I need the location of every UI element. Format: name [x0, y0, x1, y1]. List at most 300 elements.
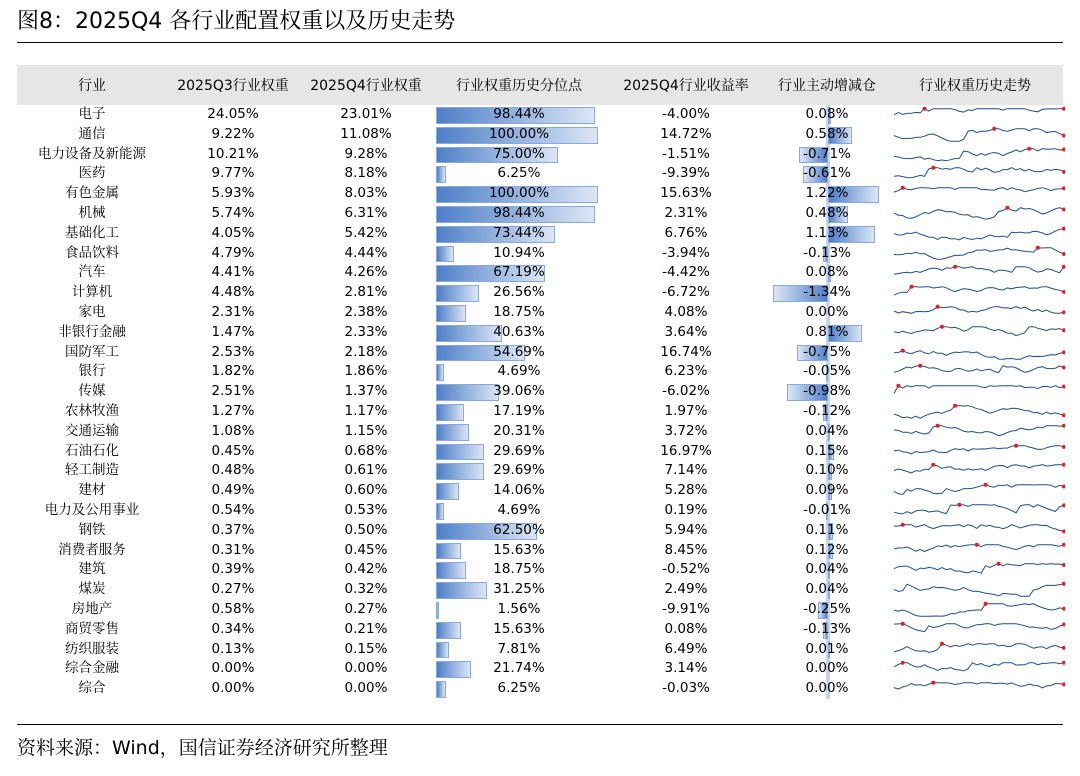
- sparkline-marker: [1062, 423, 1065, 427]
- table-row: [17, 600, 1063, 620]
- industry-name: 医药: [78, 165, 106, 182]
- active-change-value: -0.01%: [803, 501, 851, 518]
- sparkline-marker: [1062, 350, 1065, 354]
- sparkline-line: [894, 326, 1064, 335]
- sparkline: [893, 423, 1065, 441]
- sparkline-marker: [896, 384, 900, 388]
- q4-return: 2.31%: [664, 204, 708, 221]
- sparkline-marker: [1062, 133, 1065, 137]
- history-trend-cell: [887, 481, 1063, 501]
- sparkline: [893, 462, 1065, 480]
- active-change-value: -1.34%: [803, 284, 851, 301]
- q3-weight: 0.39%: [211, 561, 255, 578]
- q4-weight: 0.53%: [344, 501, 388, 518]
- active-change-cell: [767, 422, 887, 442]
- industry-name: 煤炭: [78, 581, 106, 598]
- active-change-value: 0.15%: [805, 442, 849, 459]
- q4-return: -6.72%: [662, 284, 710, 301]
- q4-return: 0.19%: [664, 501, 708, 518]
- q4-weight: 0.45%: [344, 541, 388, 558]
- q3-weight: 4.79%: [211, 244, 255, 261]
- active-change-value: 1.13%: [805, 224, 849, 241]
- q3-weight: 2.31%: [211, 303, 255, 320]
- q3-weight: 0.54%: [211, 501, 255, 518]
- sparkline-marker: [936, 423, 940, 427]
- q3-weight: 5.74%: [211, 204, 255, 221]
- active-change-value: 0.00%: [805, 303, 849, 320]
- active-change-cell: [767, 244, 887, 264]
- sparkline-line: [894, 485, 1064, 495]
- percentile-bar: [436, 562, 466, 579]
- industry-name: 食品饮料: [65, 244, 119, 261]
- table-row: [17, 640, 1063, 660]
- sparkline-marker: [1062, 563, 1065, 567]
- active-change-cell: [767, 442, 887, 462]
- sparkline-line: [894, 148, 1064, 160]
- percentile-value: 39.06%: [493, 383, 545, 400]
- percentile-cell: [433, 481, 605, 501]
- sparkline-marker: [923, 107, 927, 111]
- industry-name: 电力设备及新能源: [38, 145, 146, 162]
- q3-weight: 1.47%: [211, 323, 255, 340]
- active-change-cell: [767, 501, 887, 521]
- sparkline-marker: [984, 483, 988, 487]
- percentile-bar: [436, 681, 446, 698]
- percentile-cell: [433, 184, 605, 204]
- history-trend-cell: [887, 659, 1063, 679]
- percentile-bar: [436, 503, 444, 520]
- q3-weight: 0.27%: [211, 581, 255, 598]
- percentile-cell: [433, 422, 605, 442]
- q4-return: -9.39%: [662, 165, 710, 182]
- sparkline-marker: [1062, 385, 1065, 389]
- q4-return: -3.94%: [662, 244, 710, 261]
- history-trend-cell: [887, 164, 1063, 184]
- sparkline-marker: [1027, 146, 1031, 150]
- industry-name: 建材: [78, 482, 106, 499]
- active-change-cell: [767, 303, 887, 323]
- history-trend-cell: [887, 541, 1063, 561]
- industry-name: 综合: [78, 680, 106, 697]
- sparkline-marker: [1005, 206, 1009, 210]
- percentile-bar: [436, 543, 461, 560]
- industry-name: 纺织服装: [65, 640, 119, 657]
- table-row: [17, 224, 1063, 244]
- history-trend-cell: [887, 105, 1063, 125]
- sparkline-marker: [1062, 252, 1065, 256]
- table-row: [17, 679, 1063, 699]
- q4-return: 0.08%: [664, 620, 708, 637]
- sparkline-marker: [953, 404, 957, 408]
- active-change-value: 0.08%: [805, 264, 849, 281]
- q4-return: 7.14%: [664, 462, 708, 479]
- sparkline-line: [894, 287, 1064, 295]
- sparkline-line: [894, 109, 1064, 115]
- percentile-value: 1.56%: [497, 600, 541, 617]
- table-row: [17, 659, 1063, 679]
- active-change-cell: [767, 105, 887, 125]
- q3-weight: 4.48%: [211, 284, 255, 301]
- q3-weight: 9.22%: [211, 125, 255, 142]
- table-row: [17, 105, 1063, 125]
- percentile-bar: [436, 661, 471, 678]
- percentile-bar: [436, 325, 502, 342]
- table-row: [17, 164, 1063, 184]
- header-q3-weight: 2025Q3行业权重: [177, 78, 289, 94]
- sparkline-marker: [1062, 582, 1065, 586]
- industry-name: 基础化工: [65, 224, 119, 241]
- percentile-value: 20.31%: [493, 422, 545, 439]
- percentile-value: 98.44%: [493, 204, 545, 221]
- source-note: 资料来源：Wind，国信证券经济研究所整理: [17, 737, 388, 759]
- active-change-value: 0.04%: [805, 581, 849, 598]
- industry-name: 轻工制造: [65, 462, 119, 479]
- active-change-value: 0.48%: [805, 204, 849, 221]
- active-change-value: 0.12%: [805, 541, 849, 558]
- sparkline: [893, 146, 1065, 164]
- sparkline: [893, 403, 1065, 421]
- history-trend-cell: [887, 521, 1063, 541]
- industry-name: 建筑: [78, 561, 106, 578]
- sparkline-marker: [1062, 485, 1065, 489]
- sparkline-line: [894, 584, 1064, 597]
- sparkline: [893, 443, 1065, 461]
- percentile-cell: [433, 580, 605, 600]
- percentile-cell: [433, 362, 605, 382]
- history-trend-cell: [887, 224, 1063, 244]
- percentile-cell: [433, 659, 605, 679]
- q4-return: 15.63%: [660, 185, 712, 202]
- sparkline-marker: [931, 681, 935, 685]
- active-change-cell: [767, 402, 887, 422]
- history-trend-cell: [887, 402, 1063, 422]
- sparkline-line: [894, 406, 1064, 419]
- q3-weight: 1.08%: [211, 422, 255, 439]
- industry-name: 交通运输: [65, 422, 119, 439]
- sparkline-marker: [918, 364, 922, 368]
- percentile-cell: [433, 620, 605, 640]
- active-change-value: 0.04%: [805, 561, 849, 578]
- history-trend-cell: [887, 640, 1063, 660]
- sparkline-marker: [1062, 682, 1065, 686]
- industry-name: 计算机: [71, 284, 113, 301]
- sparkline-line: [894, 564, 1064, 574]
- table-row: [17, 580, 1063, 600]
- percentile-bar: [436, 305, 466, 322]
- history-trend-cell: [887, 244, 1063, 264]
- sparkline-line: [894, 445, 1064, 453]
- sparkline: [893, 383, 1065, 401]
- active-change-cell: [767, 362, 887, 382]
- sparkline-line: [894, 604, 1064, 617]
- table-row: [17, 461, 1063, 481]
- percentile-value: 73.44%: [493, 224, 545, 241]
- active-change-value: -0.25%: [803, 600, 851, 617]
- percentile-cell: [433, 640, 605, 660]
- history-trend-cell: [887, 125, 1063, 145]
- header-return: 2025Q4行业收益率: [623, 78, 749, 94]
- percentile-bar: [436, 622, 461, 639]
- sparkline: [893, 542, 1065, 560]
- percentile-cell: [433, 224, 605, 244]
- industry-name: 综合金融: [65, 660, 119, 677]
- sparkline: [893, 641, 1065, 659]
- percentile-bar: [436, 642, 449, 659]
- table-row: [17, 382, 1063, 402]
- active-change-value: 0.81%: [805, 323, 849, 340]
- table-row: [17, 283, 1063, 303]
- q4-return: 6.49%: [664, 640, 708, 657]
- industry-name: 电力及公用事业: [44, 501, 140, 518]
- table-row: [17, 541, 1063, 561]
- q4-return: 2.49%: [664, 581, 708, 598]
- q3-weight: 0.31%: [211, 541, 255, 558]
- q3-weight: 9.77%: [211, 165, 255, 182]
- sparkline: [893, 284, 1065, 302]
- active-change-cell: [767, 600, 887, 620]
- sparkline-line: [894, 267, 1064, 275]
- sparkline-marker: [909, 285, 913, 289]
- sparkline-marker: [1062, 366, 1065, 370]
- percentile-value: 18.75%: [493, 303, 545, 320]
- percentile-value: 98.44%: [493, 106, 545, 122]
- percentile-value: 31.25%: [493, 581, 545, 598]
- q3-weight: 0.37%: [211, 521, 255, 538]
- q3-weight: 5.93%: [211, 185, 255, 202]
- active-change-value: 0.58%: [805, 125, 849, 142]
- q4-return: 6.23%: [664, 363, 708, 380]
- history-trend-cell: [887, 263, 1063, 283]
- industry-name: 房地产: [71, 600, 113, 617]
- active-change-cell: [767, 640, 887, 660]
- q4-return: 5.94%: [664, 521, 708, 538]
- industry-name: 消费者服务: [58, 541, 126, 558]
- history-trend-cell: [887, 501, 1063, 521]
- sparkline-line: [894, 188, 1064, 192]
- sparkline-marker: [1062, 661, 1065, 665]
- history-trend-cell: [887, 382, 1063, 402]
- sparkline-line: [894, 208, 1064, 219]
- sparkline: [893, 205, 1065, 223]
- sparkline-marker: [1062, 290, 1065, 294]
- percentile-value: 75.00%: [493, 145, 545, 162]
- industry-name: 非银行金融: [58, 323, 126, 340]
- percentile-cell: [433, 204, 605, 224]
- percentile-value: 18.75%: [493, 561, 545, 578]
- q4-return: -0.52%: [662, 561, 710, 578]
- sparkline-marker: [1014, 443, 1018, 447]
- percentile-value: 21.74%: [493, 660, 545, 677]
- table-row: [17, 323, 1063, 343]
- percentile-value: 29.69%: [493, 462, 545, 479]
- sparkline-marker: [1062, 186, 1065, 190]
- q3-weight: 2.51%: [211, 383, 255, 400]
- q4-weight: 0.68%: [344, 442, 388, 459]
- q4-weight: 5.42%: [344, 224, 388, 241]
- history-trend-cell: [887, 184, 1063, 204]
- percentile-cell: [433, 679, 605, 699]
- sparkline-marker: [1062, 207, 1065, 211]
- header-industry: 行业: [78, 78, 106, 94]
- sparkline-marker: [940, 641, 944, 645]
- q4-return: 5.28%: [664, 482, 708, 499]
- q4-return: -6.02%: [662, 383, 710, 400]
- percentile-cell: [433, 600, 605, 620]
- table-row: [17, 184, 1063, 204]
- percentile-value: 10.94%: [493, 244, 545, 261]
- q4-weight: 4.26%: [344, 264, 388, 281]
- sparkline-marker: [992, 126, 996, 130]
- q4-weight: 8.03%: [344, 185, 388, 202]
- active-change-cell: [767, 204, 887, 224]
- percentile-bar: [436, 364, 444, 381]
- percentile-value: 100.00%: [488, 125, 550, 142]
- percentile-bar: [436, 285, 479, 302]
- history-trend-cell: [887, 560, 1063, 580]
- history-trend-cell: [887, 461, 1063, 481]
- percentile-value: 100.00%: [488, 185, 550, 202]
- active-change-value: -0.61%: [803, 165, 851, 182]
- sparkline-marker: [1062, 107, 1065, 111]
- industry-name: 钢铁: [78, 521, 106, 538]
- q4-weight: 1.37%: [344, 383, 388, 400]
- table-row: [17, 521, 1063, 541]
- sparkline: [893, 304, 1065, 322]
- sparkline-marker: [1062, 607, 1065, 611]
- active-change-value: 0.00%: [805, 680, 849, 697]
- industry-name: 银行: [78, 363, 106, 380]
- percentile-value: 26.56%: [493, 284, 545, 301]
- q3-weight: 2.53%: [211, 343, 255, 360]
- table-body: [17, 105, 1063, 699]
- percentile-value: 15.63%: [493, 620, 545, 637]
- percentile-value: 40.63%: [493, 323, 545, 340]
- percentile-bar: [436, 404, 464, 421]
- q4-weight: 0.50%: [344, 521, 388, 538]
- sparkline-marker: [1062, 328, 1065, 332]
- percentile-bar: [436, 463, 484, 480]
- sparkline-line: [894, 623, 1064, 631]
- q4-return: 16.97%: [660, 442, 712, 459]
- percentile-cell: [433, 145, 605, 165]
- sparkline-marker: [957, 503, 961, 507]
- sparkline-marker: [1062, 147, 1065, 151]
- q3-weight: 0.13%: [211, 640, 255, 657]
- q4-weight: 0.61%: [344, 462, 388, 479]
- industry-name: 有色金属: [65, 185, 119, 202]
- percentile-value: 6.25%: [497, 165, 541, 182]
- active-change-cell: [767, 323, 887, 343]
- header-q4-weight: 2025Q4行业权重: [310, 78, 422, 94]
- industry-name: 通信: [78, 125, 106, 142]
- table-row: [17, 204, 1063, 224]
- percentile-bar: [436, 384, 499, 401]
- percentile-cell: [433, 303, 605, 323]
- active-change-value: 0.09%: [805, 482, 849, 499]
- q4-return: -4.00%: [662, 106, 710, 122]
- q3-weight: 0.34%: [211, 620, 255, 637]
- active-change-cell: [767, 263, 887, 283]
- history-trend-cell: [887, 343, 1063, 363]
- sparkline-marker: [931, 166, 935, 170]
- q4-weight: 9.28%: [344, 145, 388, 162]
- percentile-cell: [433, 382, 605, 402]
- q4-return: 3.64%: [664, 323, 708, 340]
- table-row: [17, 343, 1063, 363]
- sparkline-marker: [1062, 622, 1065, 626]
- table-row: [17, 402, 1063, 422]
- q4-weight: 2.81%: [344, 284, 388, 301]
- history-trend-cell: [887, 679, 1063, 699]
- q3-weight: 4.41%: [211, 264, 255, 281]
- sparkline-line: [894, 128, 1064, 141]
- industry-name: 电子: [78, 106, 106, 122]
- history-trend-cell: [887, 145, 1063, 165]
- percentile-value: 29.69%: [493, 442, 545, 459]
- sparkline-marker: [953, 265, 957, 269]
- sparkline-line: [894, 643, 1064, 652]
- table-row: [17, 481, 1063, 501]
- q4-weight: 1.86%: [344, 363, 388, 380]
- active-change-cell: [767, 620, 887, 640]
- industry-name: 传媒: [78, 383, 106, 400]
- percentile-value: 4.69%: [497, 501, 541, 518]
- q4-weight: 23.01%: [340, 106, 392, 122]
- active-change-value: -0.13%: [803, 620, 851, 637]
- q4-weight: 0.00%: [344, 660, 388, 677]
- history-trend-cell: [887, 204, 1063, 224]
- table-row: [17, 145, 1063, 165]
- sparkline-marker: [1062, 529, 1065, 533]
- industry-weight-table: [17, 65, 1063, 699]
- history-trend-cell: [887, 600, 1063, 620]
- q4-return: -4.42%: [662, 264, 710, 281]
- active-change-value: -0.13%: [803, 244, 851, 261]
- sparkline-line: [894, 228, 1064, 239]
- sparkline: [893, 126, 1065, 144]
- percentile-bar: [436, 582, 487, 599]
- q4-return: -0.03%: [662, 680, 710, 697]
- percentile-cell: [433, 125, 605, 145]
- sparkline-marker: [901, 522, 905, 526]
- active-change-cell: [767, 560, 887, 580]
- q3-weight: 0.00%: [211, 660, 255, 677]
- q3-weight: 0.58%: [211, 600, 255, 617]
- sparkline: [893, 561, 1065, 579]
- table-row: [17, 620, 1063, 640]
- q4-return: -1.51%: [662, 145, 710, 162]
- history-trend-cell: [887, 283, 1063, 303]
- table-row: [17, 560, 1063, 580]
- percentile-value: 6.25%: [497, 680, 541, 697]
- sparkline: [893, 660, 1065, 678]
- table-row: [17, 244, 1063, 264]
- sparkline: [893, 680, 1065, 698]
- percentile-value: 17.19%: [493, 402, 545, 419]
- percentile-cell: [433, 323, 605, 343]
- sparkline-marker: [984, 602, 988, 606]
- industry-name: 石油石化: [65, 442, 119, 459]
- active-change-cell: [767, 164, 887, 184]
- active-change-cell: [767, 461, 887, 481]
- sparkline: [893, 581, 1065, 599]
- q3-weight: 1.27%: [211, 402, 255, 419]
- q4-return: 8.45%: [664, 541, 708, 558]
- q4-weight: 0.60%: [344, 482, 388, 499]
- active-change-cell: [767, 343, 887, 363]
- table-row: [17, 501, 1063, 521]
- figure-title: 图8：2025Q4 各行业配置权重以及历史走势: [17, 9, 456, 34]
